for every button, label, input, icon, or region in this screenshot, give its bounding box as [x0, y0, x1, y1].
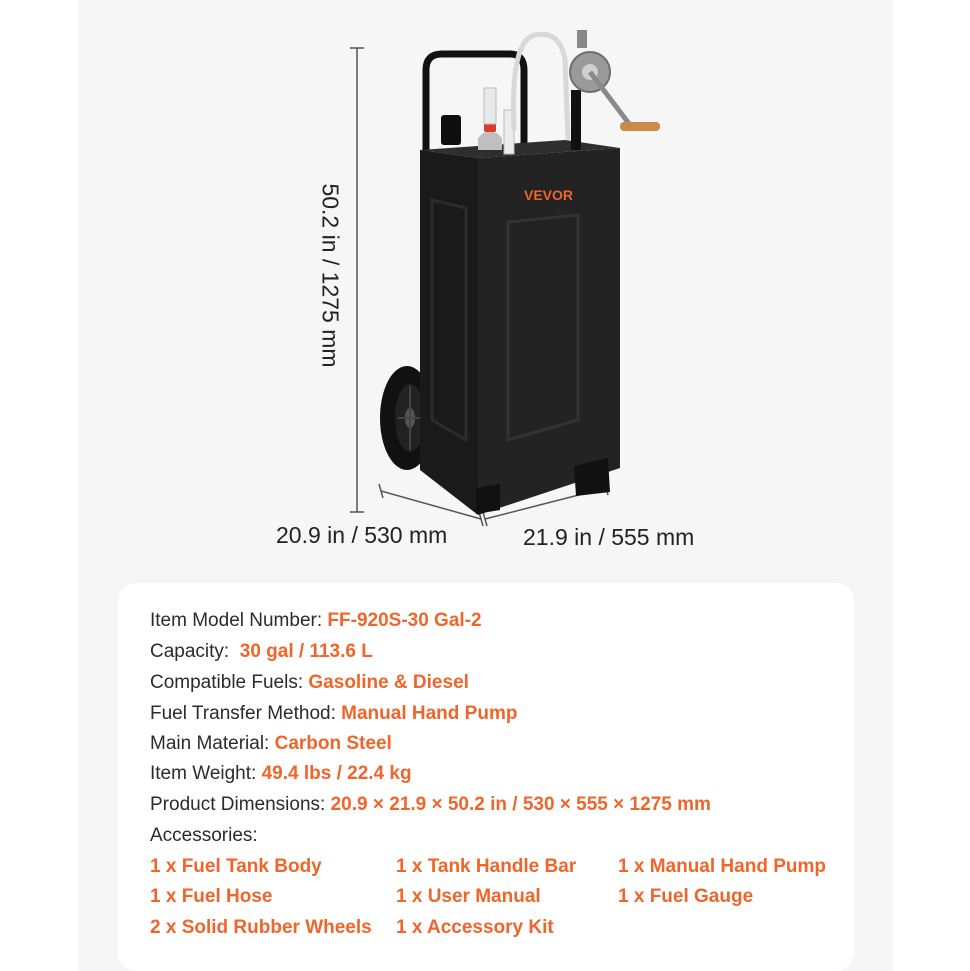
spec-main-material: [150, 732, 392, 756]
accessory-item: 1 x Fuel Gauge: [618, 886, 754, 907]
accessory-item: 1 x User Manual: [396, 886, 541, 907]
spec-capacity: [150, 640, 373, 664]
spec-label: Item Weight:: [150, 763, 262, 784]
accessory-item: 2 x Solid Rubber Wheels: [150, 917, 372, 938]
spec-value: 49.4 lbs / 22.4 kg: [261, 763, 412, 784]
accessories-heading: [150, 824, 258, 848]
spec-product-dimensions: [150, 793, 711, 817]
depth-dimension-label: 21.9 in / 555 mm: [523, 524, 695, 550]
spec-transfer-method: [150, 702, 517, 726]
spec-label: Item Model Number:: [150, 610, 328, 631]
spec-value: 30 gal / 113.6 L: [239, 641, 373, 662]
accessory-item: 1 x Fuel Tank Body: [150, 856, 322, 877]
accessory-item: 1 x Manual Hand Pump: [618, 856, 826, 877]
spec-compatible-fuels: [150, 671, 469, 695]
height-dimension-line: [350, 48, 364, 512]
accessories-label: Accessories:: [150, 825, 258, 846]
tank-cap: [441, 115, 461, 145]
vevor-logo: VEVOR: [524, 187, 574, 203]
spec-label: Compatible Fuels:: [150, 672, 309, 693]
spec-value: Carbon Steel: [274, 733, 392, 754]
fuel-tank-body: [420, 140, 620, 515]
spec-model-number: [150, 609, 482, 633]
width-dimension-label: 20.9 in / 530 mm: [276, 522, 448, 548]
fuel-gauge: [478, 88, 514, 154]
spec-label: Fuel Transfer Method:: [150, 703, 342, 724]
spec-value: Gasoline & Diesel: [308, 672, 469, 693]
accessory-item: 1 x Accessory Kit: [396, 917, 554, 938]
spec-label: Product Dimensions:: [150, 794, 331, 815]
accessory-item: 1 x Fuel Hose: [150, 886, 273, 907]
spec-value: 20.9 × 21.9 × 50.2 in / 530 × 555 × 1275 mm: [330, 794, 711, 815]
height-dimension-label: 50.2 in / 1275 mm: [317, 183, 344, 368]
spec-label: Main Material:: [150, 733, 275, 754]
spec-label: Capacity:: [150, 641, 240, 662]
manual-hand-pump: [570, 30, 660, 150]
accessory-item: 1 x Tank Handle Bar: [396, 856, 577, 877]
spec-value: FF-920S-30 Gal-2: [327, 610, 482, 631]
spec-value: Manual Hand Pump: [341, 703, 518, 724]
spec-item-weight: [150, 762, 412, 786]
